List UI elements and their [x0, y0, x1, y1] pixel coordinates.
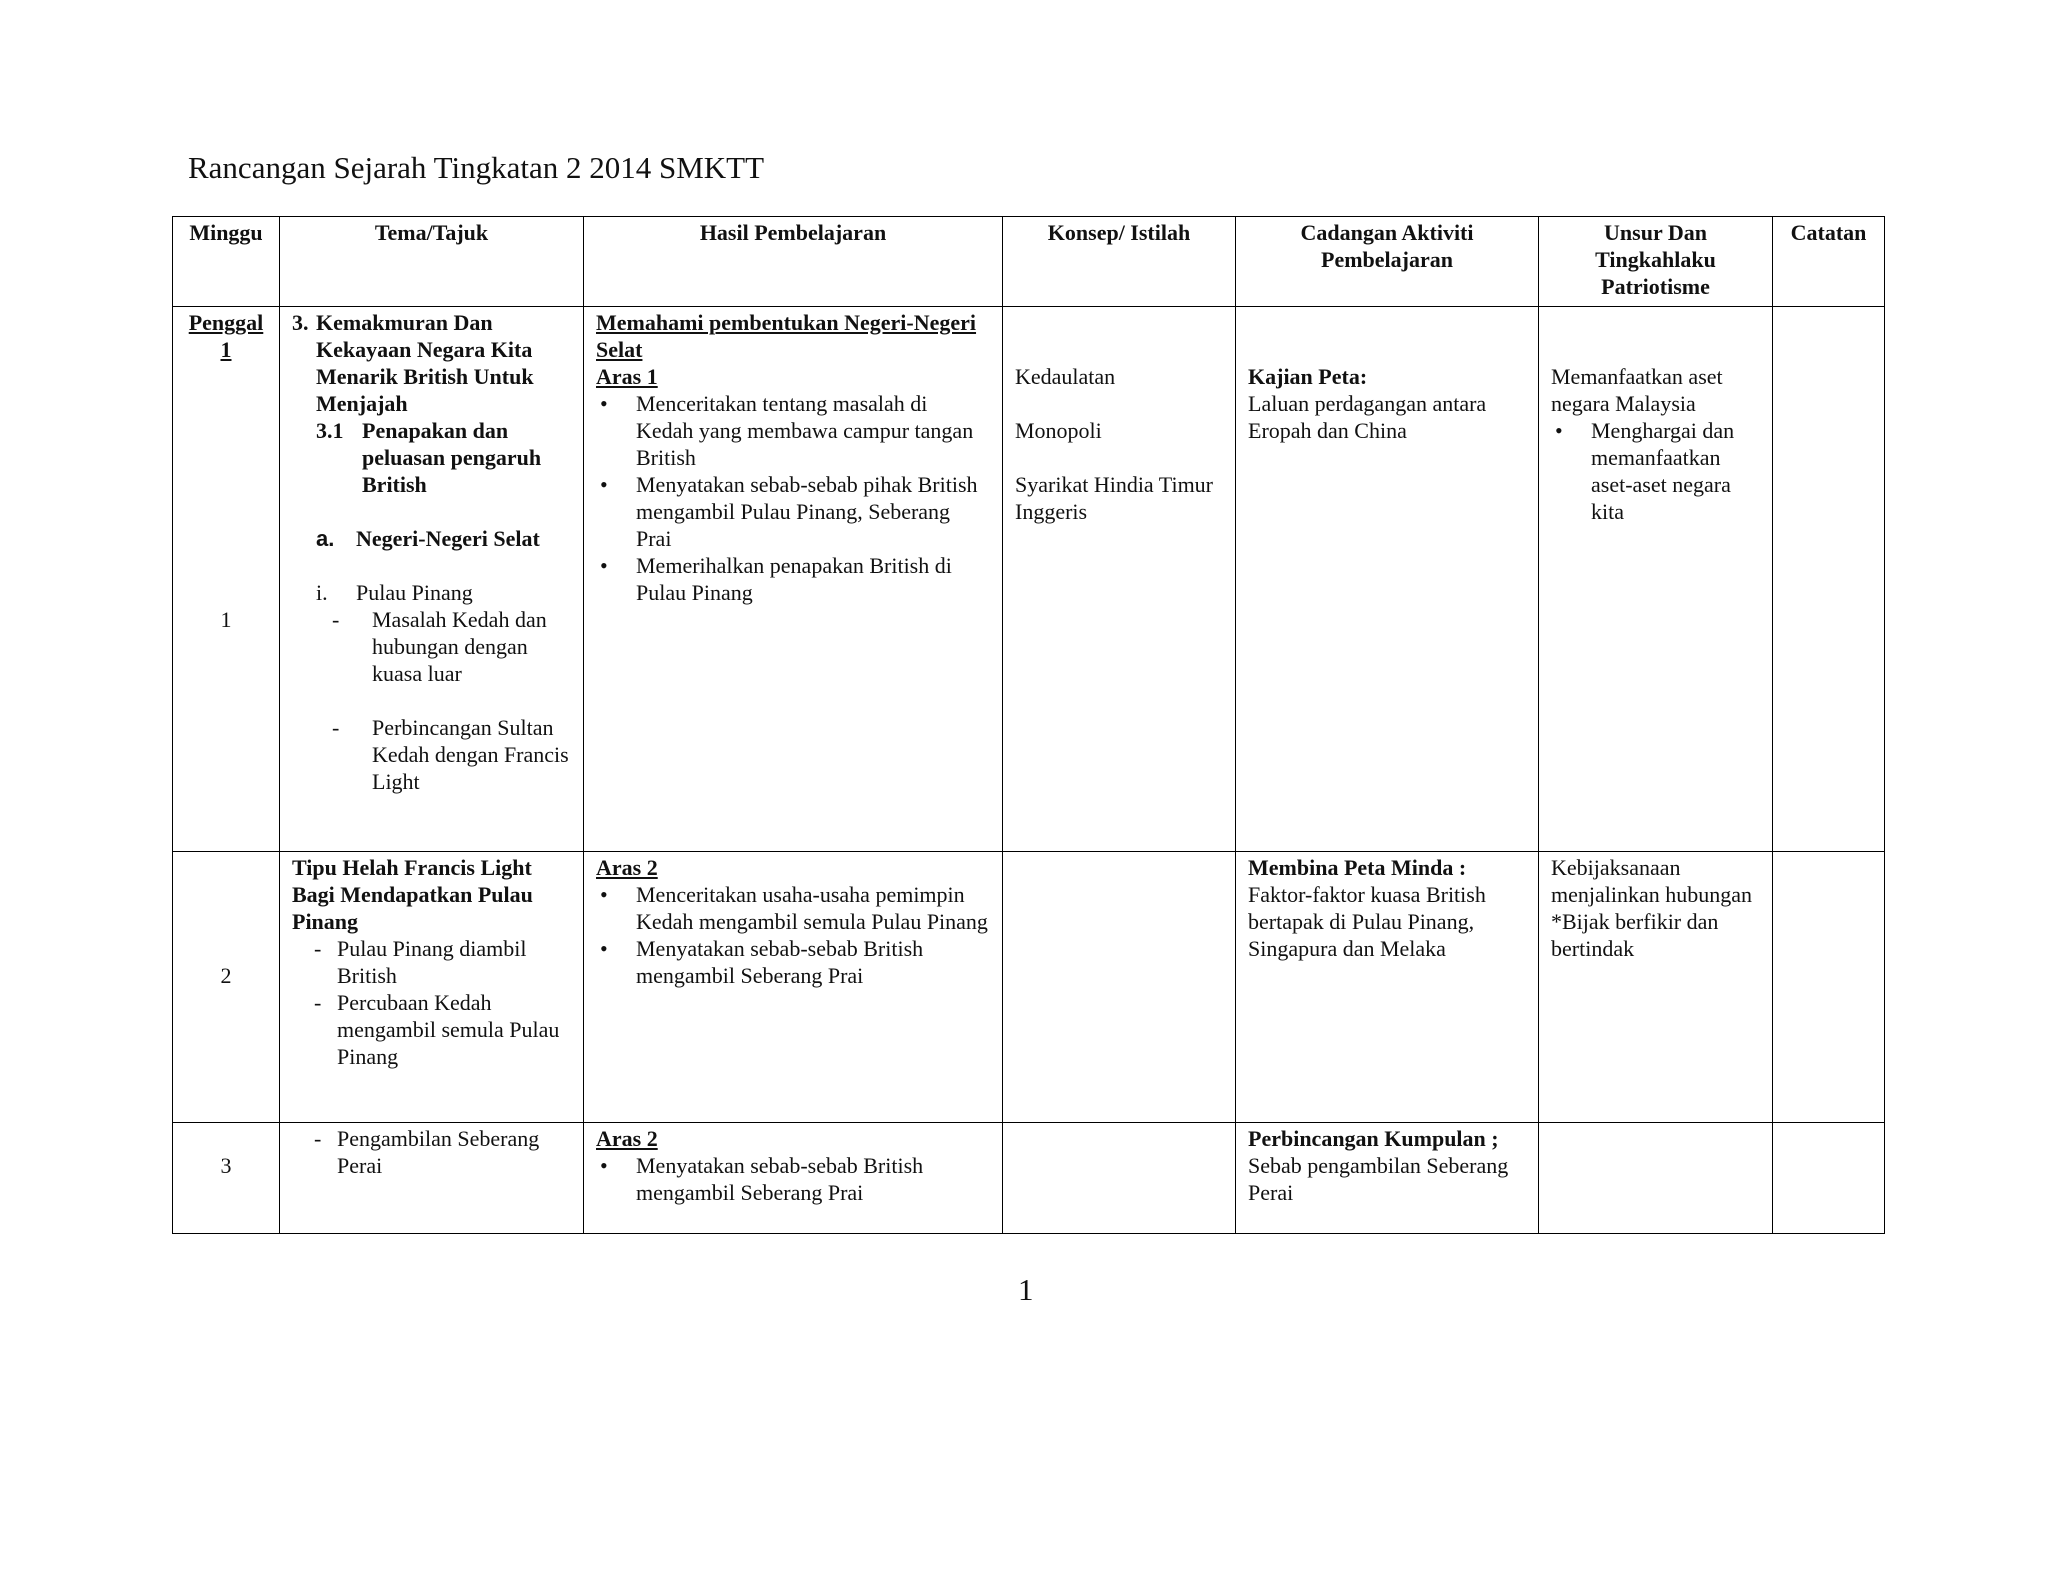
- list-item: - Percubaan Kedah mengambil semula Pulau Pinang: [292, 989, 571, 1070]
- value-text: Memanfaatkan aset negara Malaysia: [1551, 364, 1723, 416]
- list-item: - Pulau Pinang diambil British: [292, 935, 571, 989]
- level-label: Aras 2: [596, 855, 658, 880]
- list-item: - Masalah Kedah dan hubungan dengan kuasa luar: [292, 606, 571, 687]
- week-number: 3: [220, 1153, 232, 1178]
- topic-title: Tipu Helah Francis Light Bagi Mendapatkan Pulau Pinang: [292, 855, 533, 934]
- konsep-cell: [1003, 852, 1236, 1123]
- list-item: • Menyatakan sebab-sebab pihak British mengambil Pulau Pinang, Seberang Prai: [596, 471, 990, 552]
- subtopic-number: 3.1: [316, 418, 344, 443]
- level-label: Aras 1: [596, 364, 658, 389]
- catatan-cell: [1773, 1123, 1885, 1234]
- list-item: • Menyatakan sebab-sebab British mengambil Seberang Prai: [596, 935, 990, 989]
- topic-title: Kemakmuran Dan Kekayaan Negara Kita Menarik British Untuk Menjajah: [316, 310, 534, 416]
- week-number: 2: [220, 963, 232, 988]
- tema-cell: [280, 1123, 584, 1234]
- list-item: • Memerihalkan penapakan British di Pulau Pinang: [596, 552, 990, 606]
- level-label: Aras 2: [596, 1126, 658, 1151]
- tema-cell: [280, 852, 584, 1123]
- konsep-cell: [1003, 1123, 1236, 1234]
- concept-item: Syarikat Hindia Timur Inggeris: [1015, 472, 1214, 524]
- konsep-cell: [1003, 307, 1236, 852]
- header-unsur: Unsur Dan Tingkahlaku Patriotisme: [1539, 217, 1773, 307]
- item-number: i.: [316, 580, 328, 605]
- table-row: [173, 852, 1885, 1123]
- subtopic-title: Penapakan dan peluasan pengaruh British: [362, 418, 542, 497]
- learning-heading: Memahami pembentukan Negeri-Negeri Selat: [596, 310, 977, 362]
- value-text: *Bijak berfikir dan bertindak: [1551, 909, 1719, 961]
- week-cell: [173, 852, 280, 1123]
- catatan-cell: [1773, 307, 1885, 852]
- concept-item: Monopoli: [1015, 418, 1102, 443]
- hasil-cell: [584, 307, 1003, 852]
- header-aktiviti: Cadangan Aktiviti Pembelajaran: [1236, 217, 1539, 307]
- activity-text: Faktor-faktor kuasa British bertapak di Pulau Pinang, Singapura dan Melaka: [1248, 882, 1486, 961]
- unsur-cell: [1539, 307, 1773, 852]
- activity-text: Sebab pengambilan Seberang Perai: [1248, 1153, 1509, 1205]
- week-number: 1: [220, 607, 232, 632]
- activity-heading: Kajian Peta:: [1248, 364, 1368, 389]
- activity-heading: Perbincangan Kumpulan ;: [1248, 1126, 1499, 1151]
- header-hasil: Hasil Pembelajaran: [584, 217, 1003, 307]
- hasil-cell: [584, 852, 1003, 1123]
- header-catatan: Catatan: [1773, 217, 1885, 307]
- table-header-row: [173, 217, 1885, 307]
- aktiviti-cell: [1236, 307, 1539, 852]
- header-tema: Tema/Tajuk: [280, 217, 584, 307]
- concept-item: Kedaulatan: [1015, 364, 1116, 389]
- unsur-cell: [1539, 1123, 1773, 1234]
- list-item: • Menyatakan sebab-sebab British mengambil Seberang Prai: [596, 1152, 990, 1206]
- list-item: • Menceritakan usaha-usaha pemimpin Kedah mengambil semula Pulau Pinang: [596, 881, 990, 935]
- item-title: Pulau Pinang: [356, 580, 473, 605]
- header-konsep: Konsep/ Istilah: [1003, 217, 1236, 307]
- catatan-cell: [1773, 852, 1885, 1123]
- header-minggu: Minggu: [173, 217, 280, 307]
- list-item: - Perbincangan Sultan Kedah dengan Francis Light: [292, 714, 571, 795]
- list-item: • Menghargai dan memanfaatkan aset-aset negara kita: [1551, 417, 1760, 525]
- table-row: [173, 1123, 1885, 1234]
- aktiviti-cell: [1236, 1123, 1539, 1234]
- aktiviti-cell: [1236, 852, 1539, 1123]
- part-title: Negeri-Negeri Selat: [356, 526, 540, 551]
- list-item: - Pengambilan Seberang Perai: [292, 1125, 571, 1179]
- part-letter: a.: [316, 526, 335, 551]
- topic-number: 3.: [292, 310, 309, 335]
- tema-cell: [280, 307, 584, 852]
- lesson-plan-table: [172, 216, 1885, 1234]
- activity-heading: Membina Peta Minda :: [1248, 855, 1467, 880]
- page-number: 1: [1018, 1272, 1034, 1307]
- hasil-cell: [584, 1123, 1003, 1234]
- table-row: [173, 307, 1885, 852]
- list-item: • Menceritakan tentang masalah di Kedah yang membawa campur tangan British: [596, 390, 990, 471]
- week-cell: [173, 1123, 280, 1234]
- week-cell: [173, 307, 280, 852]
- term-label: Penggal 1: [188, 310, 264, 362]
- value-text: Kebijaksanaan menjalinkan hubungan: [1551, 855, 1753, 907]
- unsur-cell: [1539, 852, 1773, 1123]
- document-title: Rancangan Sejarah Tingkatan 2 2014 SMKTT: [188, 150, 765, 185]
- activity-text: Laluan perdagangan antara Eropah dan China: [1248, 391, 1487, 443]
